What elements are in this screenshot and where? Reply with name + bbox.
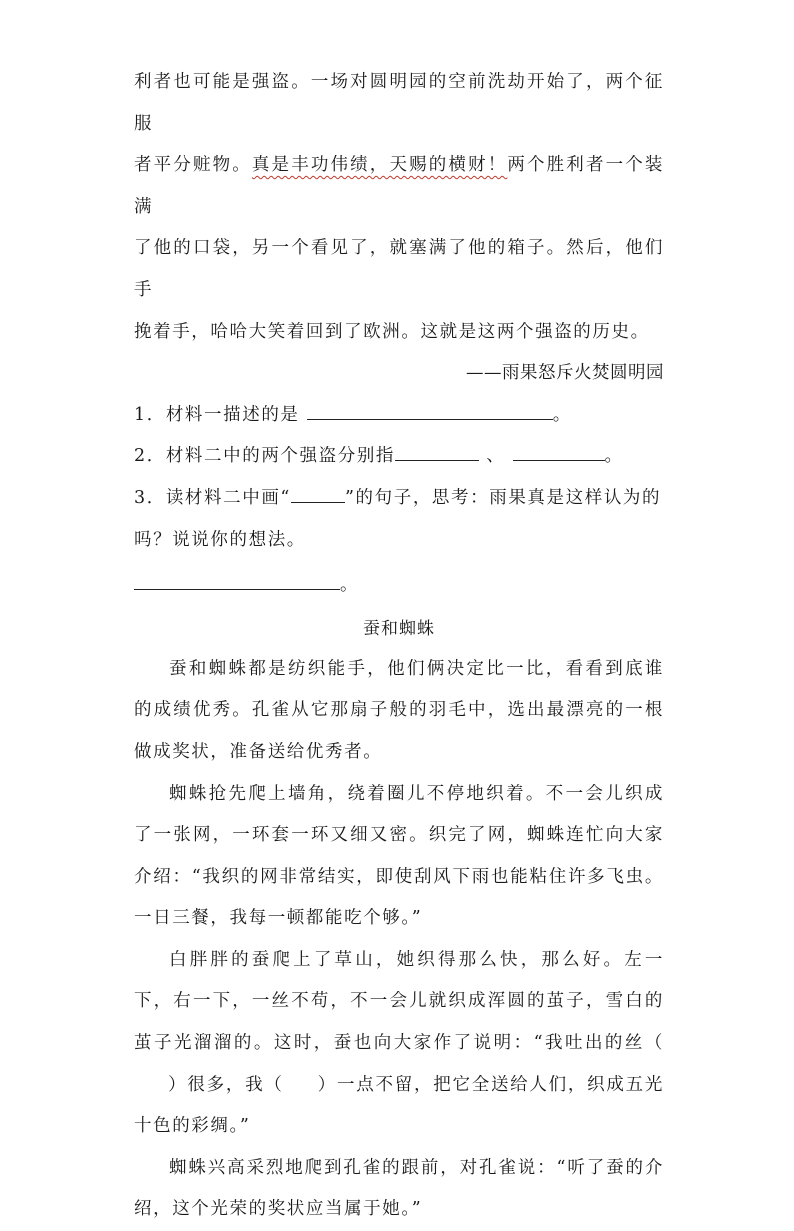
passage-text: 挽着手，哈哈大笑着回到了欧洲。这就是这两个强盗的历史。	[134, 321, 650, 342]
story-text: ）很多，我（	[168, 1074, 284, 1095]
answer-blank[interactable]	[134, 571, 340, 590]
question-text: 。	[604, 446, 624, 467]
question-1	[134, 395, 664, 437]
passage-source: ——雨果怒斥火焚圆明园	[466, 363, 664, 384]
story-paragraph-3	[134, 940, 664, 1148]
passage-text: 利者也可能是强盗。一场对圆明园的空前洗劫开始了，两个征服	[134, 72, 664, 134]
passage-line	[134, 62, 664, 145]
story-paragraph-4: 蜘蛛兴高采烈地爬到孔雀的跟前，对孔雀说：“听了蚕的介绍，这个光荣的奖状应当属于她。”	[134, 1157, 664, 1220]
question-text: 1．材料一描述的是	[134, 404, 300, 425]
passage-text: 两个胜利者一个装满	[134, 155, 664, 217]
question-text: 2．材料二中的两个强盗分别指	[134, 446, 396, 467]
passage-text: 者平分赃物。	[134, 155, 252, 176]
answer-blank[interactable]	[513, 442, 605, 461]
passage-text: 了他的口袋，另一个看见了，就塞满了他的箱子。然后，他们手	[134, 238, 664, 300]
question-text: ”的句子，思考：雨果真是这样认为的	[344, 487, 662, 508]
wavy-underlined-sentence: 真是丰功伟绩，天赐的横财！	[251, 155, 508, 176]
answer-blank[interactable]	[395, 442, 479, 461]
passage-line	[134, 312, 664, 354]
question-text: 。	[552, 404, 572, 425]
question-2	[134, 436, 664, 478]
document-page	[134, 62, 664, 1231]
question-text: 3．读材料二中画“	[134, 487, 291, 508]
story-text: 白胖胖的蚕爬上了草山，她织得那么快，那么好。左一下，右一下，一丝不苟，不一会儿就织成浑圆的茧子，雪白的茧子光溜溜的。这时，蚕也向大家作了说明：“我吐出的丝（	[134, 949, 664, 1054]
answer-blank[interactable]	[307, 401, 553, 420]
story-paragraph-1: 蚕和蜘蛛都是纺织能手，他们俩决定比一比，看看到底谁的成绩优秀。孔雀从它那扇子般的羽毛中，选出最漂亮的一根做成奖状，准备送给优秀者。	[134, 658, 664, 762]
question-text: 吗？说说你的想法。	[134, 529, 306, 550]
story-title: 蚕和蜘蛛	[363, 618, 435, 639]
story-paragraph-2: 蜘蛛抢先爬上墙角，绕着圈儿不停地织着。不一会儿织成了一张网，一环套一环又细又密。织完了网，蜘蛛连忙向大家介绍：“我织的网非常结实，即使刮风下雨也能粘住许多飞虫。一日三餐，我每一顿都能吃个够。”	[134, 783, 664, 929]
question-text: 、	[486, 446, 506, 467]
question-text: 。	[340, 575, 360, 596]
question-3-cont	[134, 520, 664, 562]
question-3-answer	[134, 565, 664, 607]
question-3	[134, 478, 664, 520]
passage-line	[134, 145, 664, 228]
passage-line	[134, 228, 664, 311]
answer-blank[interactable]	[291, 484, 345, 503]
story-text: ）一点不留，把它全送给人们，织成五光十色的彩绸。”	[134, 1074, 664, 1137]
